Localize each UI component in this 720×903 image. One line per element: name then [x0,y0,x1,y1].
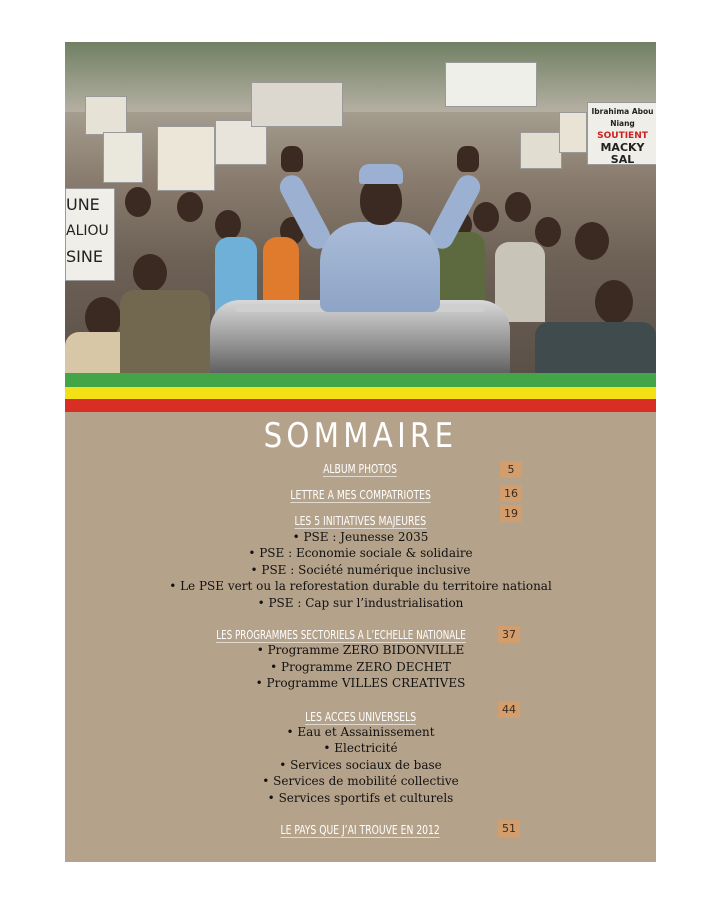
page-number: 51 [498,820,520,837]
list-item: • Electricité [323,741,398,755]
list-item: • Services de mobilité collective [262,774,459,788]
man-in-robe [320,222,440,312]
flag-band-green [65,373,656,387]
page-number: 37 [498,626,520,643]
protest-sign: Ibrahima Abou Niang SOUTIENT MACKY SAL [587,102,656,165]
page-number: 5 [500,461,522,478]
list-item: • Services sociaux de base [279,758,442,772]
protest-sign: UNE ALIOU SINE [65,188,115,281]
list-item: • Programme VILLES CREATIVES [255,676,466,690]
flag-band-red [65,399,656,412]
toc-entry-acces[interactable]: LES ACCES UNIVERSELS [305,709,416,724]
list-item: • PSE : Economie sociale & solidaire [248,546,473,560]
page-number: 44 [498,701,520,718]
toc-page [65,42,656,862]
list-item: • PSE : Cap sur l’industrialisation [257,596,464,610]
list-item: • PSE : Société numérique inclusive [250,563,471,577]
toc-entry-lettre[interactable]: LETTRE A MES COMPATRIOTES [290,487,431,502]
list-item: • Programme ZERO DECHET [270,660,451,674]
page-number: 16 [500,485,522,502]
list-item: • Le PSE vert ou la reforestation durable du territoire national [169,579,552,593]
list-item: • PSE : Jeunesse 2035 [292,530,429,544]
list-item: • Eau et Assainissement [286,725,435,739]
rally-photo [65,42,656,373]
flag-band-yellow [65,387,656,399]
toc-entry-album[interactable]: ALBUM PHOTOS [323,461,398,476]
toc-entry-initiatives[interactable]: LES 5 INITIATIVES MAJEURES [294,513,427,528]
toc-entry-pays[interactable]: LE PAYS QUE J’AI TROUVE EN 2012 [280,822,441,837]
toc-entry-programmes[interactable]: LES PROGRAMMES SECTORIELS A L’ECHELLE NATIONALE [215,627,466,642]
page-title: SOMMAIRE [263,416,458,456]
list-item: • Services sportifs et culturels [267,791,454,805]
page-number: 19 [500,505,522,522]
list-item: • Programme ZERO BIDONVILLE [256,643,465,657]
